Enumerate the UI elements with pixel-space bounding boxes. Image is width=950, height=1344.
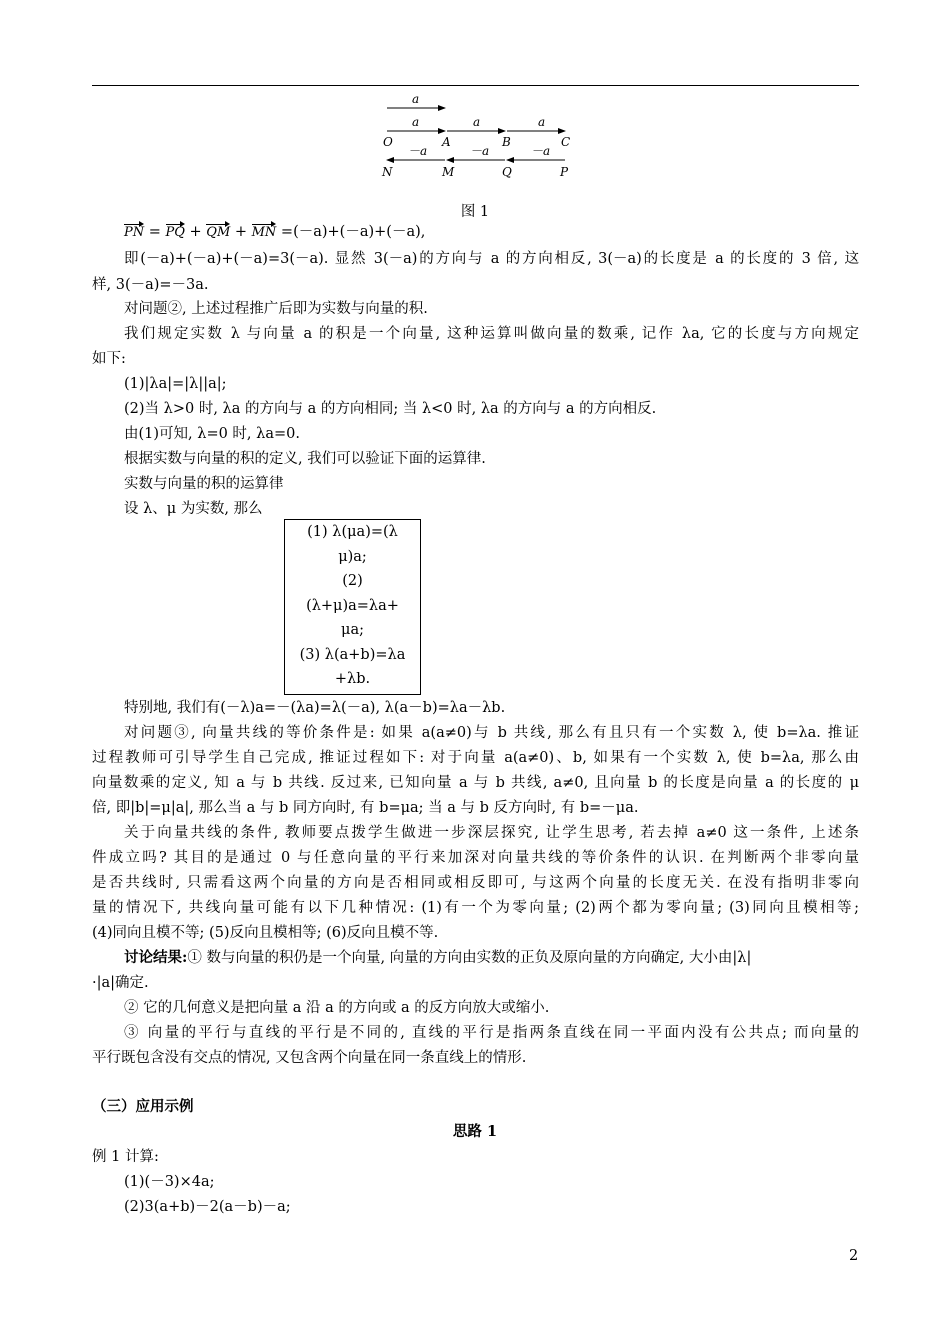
vector-pn: PN: [124, 223, 144, 243]
paragraph-line: 对问题②, 上述过程推广后即为实数与向量的积.: [124, 301, 428, 317]
paragraph-line: 根据实数与向量的积的定义, 我们可以验证下面的运算律.: [124, 451, 486, 467]
definition-rule-2: (2)当 λ>0 时, λa 的方向与 a 的方向相同; 当 λ<0 时, λa 的方向与 a 的方向相反.: [124, 401, 657, 417]
definition-rule-1: (1)|λa|=|λ||a|;: [124, 376, 227, 392]
paragraph-line: 量的情况下, 共线向量可能有以下几种情况: (1)有一个为零向量; (2)两个都为零向量; (3)同向且模相等;: [92, 900, 859, 916]
discussion-result: [124, 948, 859, 968]
vector-a-label: a: [412, 92, 420, 106]
point-p: P: [560, 165, 569, 179]
paragraph-line: ·|a|确定.: [92, 975, 149, 991]
paragraph-line: 件成立吗? 其目的是通过 0 与任意向量的平行来加深对向量共线的等价条件的认识. 在判断两个非零向量: [92, 850, 859, 866]
law-line: (λ+μ)a=λa+: [306, 597, 399, 614]
point-q: Q: [502, 165, 512, 179]
point-o: O: [383, 135, 393, 149]
paragraph-line: 关于向量共线的条件, 教师要点拨学生做进一步深层探究, 让学生思考, 若去掉 a≠0 这一条件, 上述条: [124, 825, 859, 841]
row1-label-3: a: [538, 115, 546, 129]
paragraph-line: 我们规定实数 λ 与向量 a 的积是一个向量, 这种运算叫做向量的数乘, 记作 λa, 它的长度与方向规定: [124, 326, 859, 342]
vector-qm: QM: [206, 223, 230, 243]
plus-sign-1: +: [184, 224, 207, 240]
point-c: C: [561, 135, 571, 149]
figure-caption: 图 1: [460, 204, 490, 220]
row2-label-1: －a: [408, 144, 428, 158]
row1-label-2: a: [473, 115, 481, 129]
vector-figure: [370, 92, 590, 192]
eq-sign: =: [144, 224, 166, 240]
point-n: N: [382, 165, 393, 179]
vector-mn: MN: [252, 223, 277, 243]
paragraph-line: 对问题③, 向量共线的等价条件是: 如果 a(a≠0)与 b 共线, 那么有且只有一个实数 λ, 使 b=λa. 推证: [124, 725, 859, 741]
discussion-label: 讨论结果:: [124, 949, 188, 966]
paragraph-line: 样, 3(－a)=－3a.: [92, 277, 209, 293]
paragraph-line: ③ 向量的平行与直线的平行是不同的, 直线的平行是指两条直线在同一平面内没有公共点; 而向量的: [124, 1025, 859, 1041]
paragraph-line: 由(1)可知, λ=0 时, λa=0.: [124, 426, 300, 442]
row2-label-3: －a: [531, 144, 551, 158]
paragraph-line: ② 它的几何意义是把向量 a 沿 a 的方向或 a 的反方向放大或缩小.: [124, 1000, 550, 1016]
section-heading: （三）应用示例: [92, 1098, 194, 1115]
point-a: A: [442, 135, 451, 149]
example-item-2: (2)3(a+b)－2(a－b)－a;: [124, 1199, 291, 1215]
paragraph-line: 设 λ、μ 为实数, 那么: [124, 501, 263, 517]
law-line: (1) λ(μa)=(λ: [307, 524, 398, 540]
law-line: (2): [342, 573, 363, 589]
paragraph-line: 实数与向量的积的运算律: [124, 476, 284, 492]
law-line: (3) λ(a+b)=λa: [299, 646, 406, 663]
row2-label-2: －a: [470, 144, 490, 158]
paragraph-line: 平行既包含没有交点的情况, 又包含两个向量在同一条直线上的情形.: [92, 1050, 527, 1066]
page-number: 2: [849, 1248, 859, 1264]
header-rule: [92, 85, 859, 86]
section-subheading: 思路 1: [452, 1123, 498, 1140]
row1-label-1: a: [412, 115, 420, 129]
paragraph-line: 是否共线时, 只需看这两个向量的方向是否相同或相反即可, 与这两个向量的长度无关. 在没有指明非零向: [92, 875, 859, 891]
paragraph-line: (4)同向且模不等; (5)反向且模相等; (6)反向且模不等.: [92, 925, 439, 941]
plus-sign-2: +: [230, 224, 252, 240]
point-m: M: [442, 165, 455, 179]
vector-pq: PQ: [166, 223, 185, 243]
expression-rhs: =(－a)+(－a)+(－a),: [276, 224, 426, 240]
point-b: B: [502, 135, 511, 149]
paragraph-line: 即(－a)+(－a)+(－a)=3(－a). 显然 3(－a)的方向与 a 的方向相反, 3(－a)的长度是 a 的长度的 3 倍, 这: [124, 251, 859, 267]
example-item-1: (1)(－3)×4a;: [124, 1174, 215, 1190]
law-line: μ)a;: [338, 548, 367, 565]
paragraph-line: 特别地, 我们有(－λ)a=－(λa)=λ(－a), λ(a－b)=λa－λb.: [124, 700, 506, 716]
law-line: +λb.: [334, 671, 371, 687]
paragraph-line: 如下:: [92, 351, 126, 367]
law-line: μa;: [341, 622, 364, 638]
example-title: 例 1 计算:: [92, 1149, 159, 1165]
paragraph-line: 倍, 即|b|=μ|a|, 那么当 a 与 b 同方向时, 有 b=μa; 当 a 与 b 反方向时, 有 b=－μa.: [92, 800, 639, 816]
paragraph-line: 向量数乘的定义, 知 a 与 b 共线. 反过来, 已知向量 a 与 b 共线, a≠0, 且向量 b 的长度是向量 a 的长度的 μ: [92, 775, 859, 791]
operation-laws-box: [284, 519, 421, 695]
vector-sum-expression: [124, 222, 425, 243]
paragraph-line: 过程教师可引导学生自己完成, 推证过程如下: 对于向量 a(a≠0)、b, 如果有一个实数 λ, 使 b=λa, 那么由: [92, 750, 859, 766]
discussion-text: ① 数与向量的积仍是一个向量, 向量的方向由实数的正负及原向量的方向确定, 大小由|λ|: [187, 950, 752, 966]
